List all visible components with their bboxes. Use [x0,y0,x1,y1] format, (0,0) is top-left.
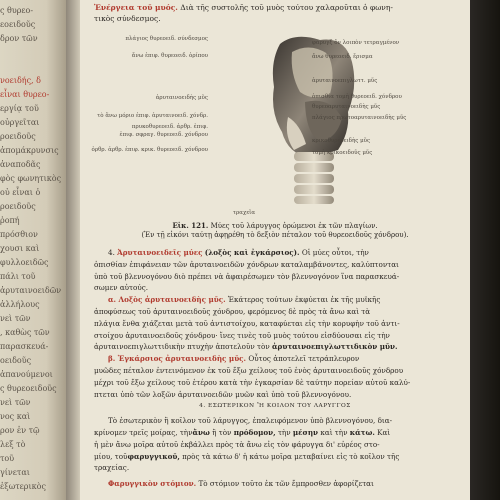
left-page-fragment: νεὶ τῶν [0,314,31,323]
text-line [94,439,462,451]
left-page-fragment: νοειδής, δ [0,76,41,85]
text-run: τὴν [275,428,293,437]
left-page-fragment: ἐξωτερικὸς [0,482,46,491]
text-line [94,330,462,342]
text-run: πλάγια ἔνθα χιάζεται μετὰ τοῦ ἀντιστοίχου, καταφύεται εἰς τὴν κορυφὴν τοῦ ἀντι- [94,318,400,328]
left-page-fragment: χουσι καὶ [0,244,40,253]
left-page-fragment: τοῦ [0,454,15,463]
caption-label: Εἰκ. 121. [172,221,209,230]
text-line [94,282,462,294]
text-run: μέχρι τοῦ ἔξω χείλους τοῦ ἑτέρου κατὰ τὴν ἐγκαρσίαν δὲ ταύτην πορείαν αὐτοῦ καλύ- [94,377,411,387]
figure-label-right: τομὴ κρικοειδοῦς μῦς [312,150,373,156]
text-line [94,462,462,474]
figure-label-left: ἐπιφ. σφραγ. θυρεοειδ. χόνδρου [119,132,208,138]
figure-label-right: φάρυγξ ὄν λοιπὸν τετραγμένον [312,40,400,46]
bold-term: ἀρυταινοεπιγλωττιδικὸν μῦν. [272,342,398,352]
left-page-fragment: ἀρυταινοειδῶν [0,286,62,295]
figure-label-left: ἀρυταινοειδὴς μῦς [155,95,208,101]
text-run: ἢ τὸν [209,428,234,437]
text-line [108,294,476,306]
figure-label-right: κρικοθυρεοειδὴς μῦς [312,138,371,144]
left-page-fragment: γίνεται [0,468,30,477]
left-page-fragment: εργίᾳ τοῦ [0,104,39,113]
left-page-fragment: οὐργεῖται [0,118,40,127]
left-page-fragment: ῥοπή [0,216,20,225]
figure-label-left: ἄνω ἐπιφ. θυρεοειδ. ὀρίπου [131,53,208,59]
left-page [0,0,66,500]
header-line-1 [94,2,393,13]
figure-label-left: ὀρθρ. ἀρθρ. ἐπιφ. κρικ. θυρεοειδ. χόνδρου [91,147,208,153]
text-run: ἡ μὲν ἄνω μοῖρα αὐτοῦ ἐκβάλλει πρὸς τὰ ἄνω εἰς τὸν φάρυγγα δι' εὐρέος στο- [94,439,380,449]
term-qualifier: (λοξὸς καὶ ἐγκάρσιος). [204,248,300,257]
text-line [94,306,462,318]
text-run: Οἱ μύες οὗτοι, τὴν [299,248,369,257]
left-page-fragment: ροειδοῦς [0,132,36,141]
header-text: Διὰ τῆς συστολῆς τοῦ μυὸς τούτου χαλαροῦται ὁ φωνη- [177,3,393,12]
left-page-fragment: φυλλοειδῶς [0,258,49,267]
left-page-fragment: φὸς φωνητικὸς [0,174,62,183]
caption-text: Μύες τοῦ λάρυγγος ὁρώμενοι ἐκ τῶν πλαγίων. [208,222,378,230]
right-page [80,0,470,500]
section-heading: 4. ΕΣΩΤΕΡΙΚΟΝ Ἢ ΚΟΙΛΟΝ ΤΟΥ ΛΑΡΥΓΓΟΣ [199,403,351,410]
left-page-fragment: ἀναποδᾶς [0,160,41,169]
text-run: Τὸ στόμιον τοῦτο ἐκ τῶν ἔμπροσθεν ἀφορίζεται [196,479,374,489]
item-number: 4. [108,248,115,257]
text-line [94,259,462,271]
term-heading: Φαρυγγικὸν στόμιον. [108,479,197,489]
text-run: τραχείας. [94,463,130,473]
left-page-fragment: οειδοῦς [0,356,32,365]
text-run: Τὸ ἐσωτερικὸν ἢ κοῖλον τοῦ λάρυγγος, ἐπαλειφόμενον ὑπὸ βλεννογόνου, δια- [108,416,393,426]
figure-label-right: θυρεοαρυταινοειδὴς μῦς [312,104,381,110]
text-line [108,353,476,365]
left-page-fragment: ρον ἐν τῷ [0,426,40,435]
left-page-fragment: οὐ εἶναι ὁ [0,188,41,197]
trachea-rings [294,152,334,204]
label-trachea: τραχεῖα [233,210,256,216]
text-line [108,415,476,427]
left-page-fragment: ἀλλήλους [0,300,40,309]
left-page-fragment: , καθὼς τῶν [0,328,50,337]
figure-label-left: πλάγιος θυρεοειδ. σύνδεσμος [125,36,208,42]
section-title: Ἐνέργεια τοῦ μυός. [94,3,178,12]
text-line [108,478,476,490]
text-run: ὀπισθίαν ἐπιφάνειαν τῶν ἀρυταινοειδῶν χόνδρων καταλαμβάνοντες, καλύπτονται [94,259,399,269]
bold-word: πρόδομον, [233,428,276,437]
text-run: μίου, τοῦ [94,451,128,461]
bold-word: κάτω. [349,428,375,437]
text-run: ἀποφύσεως τοῦ ἀρυταινοειδοῦς χόνδρου, φερόμενος δὲ πρὸς τὰ ἄνω καὶ τὰ [94,307,371,316]
text-run: Καὶ [374,428,391,437]
bold-word: μέσην [292,428,319,437]
text-run: πρὸς τὰ κάτω δ' ἡ κάτω μοῖρα μεταβαίνει εἰς τὸ κοῖλον τῆς [179,451,400,461]
term-heading: α. Λοξὸς ἀρυταινοειδὴς μῦς. [108,295,226,305]
figure-label-left: πρυκοθυρεοειδ. ἀρθρ. ἐπιφ. [131,124,208,130]
text-line [94,377,462,389]
text-run: στοίχου ἀρυταινοειδοῦς χόνδρου· ἴνες τινὲς τοῦ μυὸς τούτου εἰσδύουσαι εἰς τὴν [94,330,390,340]
left-page-fragment: λεξ τὸ [0,440,26,449]
text-line [108,247,476,259]
text-run: πτεται ὑπὸ τῶν λοξῶν ἀρυταινοειδῶν μυῶν καὶ ὑπὸ τοῦ βλεννογόνου. [94,389,352,399]
text-line [94,427,462,439]
book-binding [470,0,500,500]
text-run: κρίνομεν τρεῖς μοίρας, τὴν [94,428,193,437]
text-line [94,318,462,330]
text-run: Οὗτος ἀποτελεῖ τετράπλευρον [246,354,360,364]
left-page-fragment: νεὶ τῶν [0,398,31,407]
text-run: ὑπὸ τοῦ βλεννογόνου διὸ πρέπει νὰ ἀφαιρέσωμεν τὸν βλεννογόνον ἵνα παρασκευά- [94,271,400,281]
left-page-fragment: ς θυρεοειδοῦς [0,384,57,393]
left-page-fragment: πάλι τοῦ [0,272,36,281]
left-page-fragment: εοειδοῦς [0,20,36,29]
figure-label-right: ἄνω θυρεοειδ. ἔρισμα [312,54,373,60]
left-page-fragment: ς θυρεο- [0,6,34,15]
text-line [94,389,462,401]
term-heading: β. Ἐγκάρσιος ἀρυταινοειδὴς μῦς. [108,354,247,364]
figure-label-right: ὀπισθία τομὴ θυρεοειδ. χόνδρου [312,94,402,100]
left-page-fragment: νος καὶ [0,412,31,421]
term-heading: Ἀρυταινοειδεῖς μύες [117,248,203,257]
text-line [94,341,462,353]
bold-word: φαρυγγικοῦ, [127,451,180,461]
text-line [94,365,462,377]
figure-caption-line2: (Ἐν τῇ εἰκόνι ταύτῃ ἀφῃρέθη τὸ δεξιὸν πέταλον τοῦ θυρεοειδοῦς χόνδρου). [141,231,409,239]
left-page-fragment: ἀπανούμενοι [0,370,53,379]
header-line-2: τικὸς σύνδεσμος. [94,14,161,23]
text-run: ἀρυταινοεπιγλωττιδικὴν πτυχὴν ἀποτελοῦν τὸν [94,342,270,352]
text-line [94,271,462,283]
figure-label-right: ἀρυταινοεπιγλωττ. μῦς [312,78,378,84]
figure-label-right: πλάγιος πρωτοαρυταινοειδὴς μῦς [312,115,407,121]
text-run: καὶ τὴν [318,428,350,437]
book-gutter [66,0,80,500]
text-line [94,451,462,463]
left-page-fragment: εἶναι θυρεο- [0,90,50,99]
bold-word: ἄνω [192,428,210,437]
left-page-fragment: ἀπομάκρυνσις [0,146,59,155]
left-page-fragment: ροειδοῦς [0,202,36,211]
text-run: μυῶδες πέταλον ἐντεινόμενον ἐκ τοῦ ἔξω χείλους τοῦ ἑνὸς ἀρυταινοειδοῦς χόνδρου [94,366,404,375]
text-run: Ἑκάτερος τούτων ἐκφύεται ἐκ τῆς μυϊκῆς [225,295,381,305]
figure-label-left: τὸ ἄνω μόριο ἐπιφ. ἀρυταινοειδ. χόνδρ. [97,113,208,119]
left-page-fragment: παρασκευά- [0,342,49,351]
left-page-fragment: πρόσθιον [0,230,38,239]
text-run: σωμεν αὐτούς. [94,283,149,293]
left-page-fragment: δρον τῶν [0,34,38,43]
